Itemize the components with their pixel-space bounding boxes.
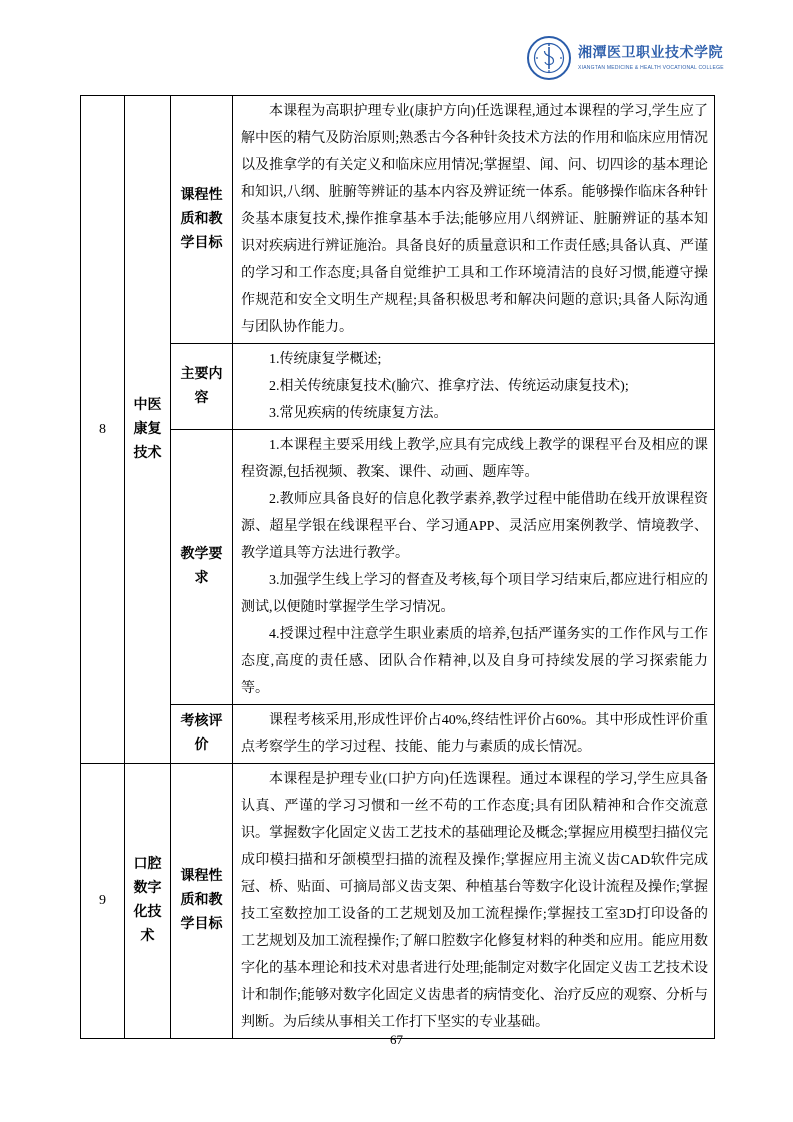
course-number: 8 (81, 96, 125, 764)
college-name-en: XIANGTAN MEDICINE & HEALTH VOCATIONAL COLLEGE (578, 64, 724, 71)
content-paragraph: 1.传统康复学概述; (269, 352, 382, 367)
table-row (81, 430, 715, 705)
section-label: 主要内容 (171, 344, 233, 430)
content-paragraph: 本课程为高职护理专业(康护方向)任选课程,通过本课程的学习,学生应了解中医的精气及防治原则;熟悉古今各种针灸技术方法的作用和临床应用情况以及推拿学的有关定义和临床应用情况;掌握望、闻、问、切四诊的基本理论和知识,八纲、脏腑等辨证的基本内容及辨证统一体系。能够操作临床各种针灸基本康复技术,操作推拿基本手法;能够应用八纲辨证、脏腑辨证的基本知识对疾病进行辨证施治。具备良好的质量意识和工作责任感;具备认真、严谨的学习和工作态度;具备自觉维护工具和工作环境清洁的良好习惯,能遵守操作规范和安全文明生产规程;具备积极思考和解决问题的意识;具备人际沟通与团队协作能力。 (241, 104, 708, 335)
page-number: 67 (390, 1032, 403, 1047)
section-content (233, 764, 715, 1039)
table-row (81, 705, 715, 764)
course-name: 口腔数字化技术 (125, 764, 171, 1039)
section-label: 课程性质和教学目标 (171, 764, 233, 1039)
content-paragraph: 2.教师应具备良好的信息化教学素养,教学过程中能借助在线开放课程资源、超星学银在线课程平台、学习通APP、灵活应用案例教学、情境教学、教学道具等方法进行教学。 (241, 492, 708, 561)
content-paragraph: 3.常见疾病的传统康复方法。 (269, 406, 448, 421)
section-content (233, 96, 715, 344)
section-label: 课程性质和教学目标 (171, 96, 233, 344)
college-name-cn: 湘潭医卫职业技术学院 (578, 45, 723, 61)
content-paragraph: 课程考核采用,形成性评价占40%,终结性评价占60%。其中形成性评价重点考察学生的学习过程、技能、能力与素质的成长情况。 (241, 713, 708, 755)
section-content (233, 344, 715, 430)
table-row (81, 764, 715, 1039)
table-row (81, 344, 715, 430)
section-label: 考核评价 (171, 705, 233, 764)
content-paragraph: 1.本课程主要采用线上教学,应具有完成线上教学的课程平台及相应的课程资源,包括视频、教案、课件、动画、题库等。 (241, 438, 708, 480)
table-row (81, 96, 715, 344)
section-content (233, 430, 715, 705)
content-paragraph: 3.加强学生线上学习的督查及考核,每个项目学习结束后,都应进行相应的测试,以便随时掌握学生学习情况。 (241, 573, 708, 615)
content-paragraph: 本课程是护理专业(口护方向)任选课程。通过本课程的学习,学生应具备认真、严谨的学习习惯和一丝不苟的工作态度;具有团队精神和合作交流意识。掌握数字化固定义齿工艺技术的基础理论及概念;掌握应用模型扫描仪完成印模扫描和牙颌模型扫描的流程及操作;掌握应用主流义齿CAD软件完成冠、桥、贴面、可摘局部义齿支架、种植基台等数字化设计流程及操作;掌握技工室数控加工设备的工艺规划及加工流程操作;掌握技工室3D打印设备的工艺规划及加工流程操作;了解口腔数字化修复材料的种类和应用。能应用数字化的基本理论和技术对患者进行处理;能制定对数字化固定义齿工艺技术设计和制作;能够对数字化固定义齿患者的病情变化、治疗反应的观察、分析与判断。为后续从事相关工作打下坚实的专业基础。 (241, 772, 708, 1030)
college-emblem-icon (527, 36, 571, 80)
college-logo-text (578, 45, 724, 72)
course-number: 9 (81, 764, 125, 1039)
course-name: 中医康复技术 (125, 96, 171, 764)
section-content (233, 705, 715, 764)
course-syllabus-table (80, 95, 715, 1039)
college-logo (527, 36, 724, 80)
section-label: 教学要求 (171, 430, 233, 705)
content-paragraph: 4.授课过程中注意学生职业素质的培养,包括严谨务实的工作作风与工作态度,高度的责任感、团队合作精神,以及自身可持续发展的学习探索能力等。 (241, 627, 708, 696)
content-paragraph: 2.相关传统康复技术(腧穴、推拿疗法、传统运动康复技术); (269, 379, 629, 394)
